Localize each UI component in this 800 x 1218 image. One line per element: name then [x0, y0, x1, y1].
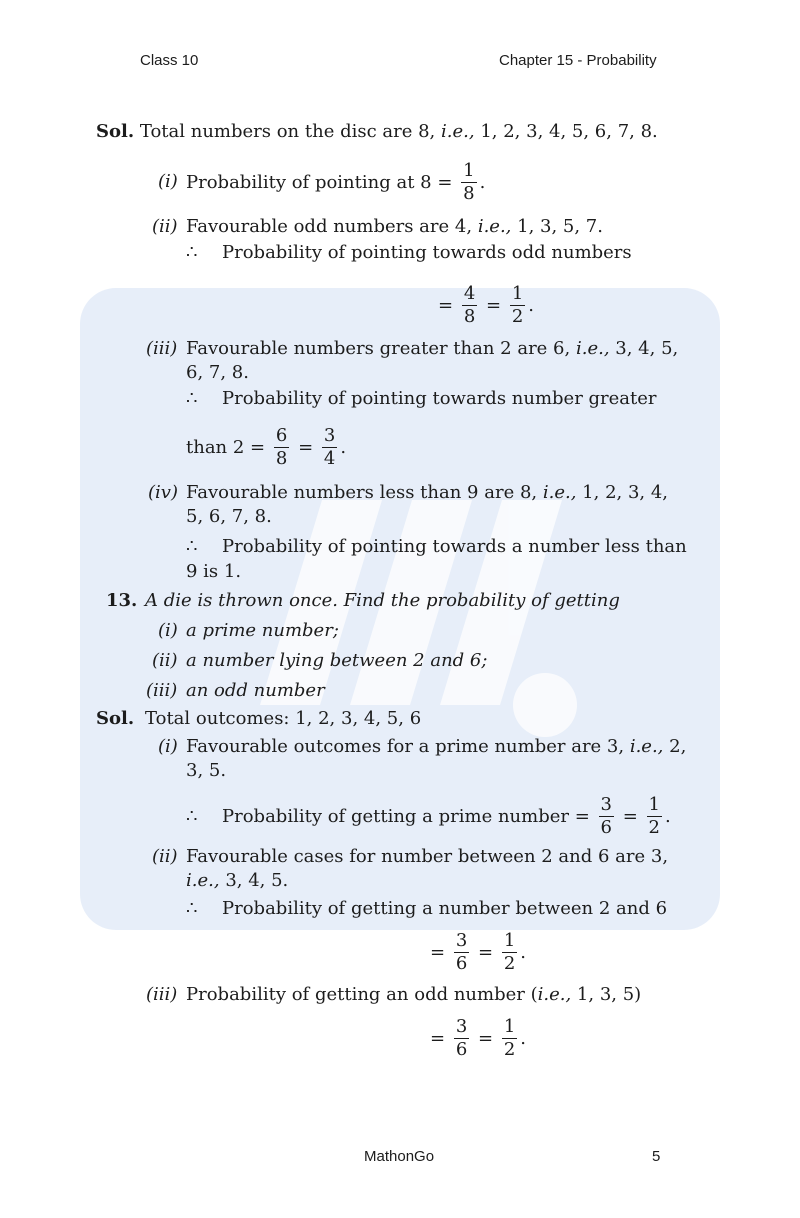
part-iv-prob-2: 9 is 1. — [186, 561, 242, 582]
sol-13-intro: Total outcomes: 1, 2, 3, 4, 5, 6 — [145, 708, 422, 729]
fraction: $\frac{3}{6}$ — [455, 930, 468, 974]
fraction: $\frac{1}{2}$ — [503, 1016, 516, 1060]
footer-brand: MathonGo — [364, 1148, 435, 1165]
page-number: 5 — [652, 1148, 661, 1165]
ie-text: i.e., — [441, 121, 475, 142]
option-iii-text: an odd number — [186, 680, 325, 701]
fraction: $\frac{1}{8}$ — [463, 160, 475, 204]
sol-13-iii-equation: = $\frac{3}{6}$ = $\frac{1}{2}$ . — [430, 1016, 527, 1060]
fraction: $\frac{1}{2}$ — [511, 283, 524, 327]
part-ii-label: (ii) — [152, 846, 178, 867]
part-i-label: (i) — [158, 171, 178, 192]
part-iv-text-c: 5, 6, 7, 8. — [186, 506, 272, 527]
option-i-text: a prime number; — [186, 620, 339, 641]
part-ii-equation: = $\frac{4}{8}$ = $\frac{1}{2}$ . — [438, 283, 535, 327]
therefore-symbol: ∴ — [186, 242, 198, 263]
therefore-symbol: ∴ — [186, 536, 198, 557]
fraction: $\frac{3}{4}$ — [323, 425, 336, 469]
option-i-label: (i) — [158, 620, 178, 641]
fraction: $\frac{6}{8}$ — [275, 425, 288, 469]
sol-13-i-text: Favourable outcomes for a prime number are 3, i.e., 2, — [186, 736, 687, 757]
therefore-symbol: ∴ — [186, 806, 198, 827]
header-class: Class 10 — [140, 52, 199, 69]
sol-12-intro — [96, 121, 658, 143]
sol-13-ii-equation: = $\frac{3}{6}$ = $\frac{1}{2}$ . — [430, 930, 527, 974]
part-ii-label: (ii) — [152, 216, 178, 237]
option-iii-label: (iii) — [146, 680, 178, 701]
question-number: 13. — [106, 590, 138, 611]
part-iii-text-c: 6, 7, 8. — [186, 362, 249, 383]
sol-13-i-equation: Probability of getting a prime number = $\frac{3}{6}$ = $\frac{1}{2}$ . — [222, 794, 671, 838]
part-iii-label: (iii) — [146, 984, 178, 1005]
part-i-line: Probability of pointing at 8 = $\frac{1}{8}$ . — [186, 160, 486, 204]
part-iv-text: Favourable numbers less than 9 are 8, i.e., 1, 2, 3, 4, — [186, 482, 669, 503]
part-iv-prob: Probability of pointing towards a number less than — [222, 536, 687, 557]
sol-label: Sol. — [96, 121, 135, 142]
fraction: $\frac{1}{2}$ — [648, 794, 660, 838]
sol-12-intro-b: 1, 2, 3, 4, 5, 6, 7, 8. — [480, 121, 658, 142]
question-text: A die is thrown once. Find the probability of getting — [145, 590, 620, 611]
part-i-text: Probability of pointing at 8 = — [186, 172, 453, 193]
part-i-label: (i) — [158, 736, 178, 757]
sol-13-ii-text: Favourable cases for number between 2 and 6 are 3, — [186, 846, 669, 867]
part-iii-equation: than 2 = $\frac{6}{8}$ = $\frac{3}{4}$ . — [186, 425, 347, 469]
sol-13-ii-text-b: i.e., 3, 4, 5. — [186, 870, 289, 891]
sol-13-i-text-c: 3, 5. — [186, 760, 227, 781]
fraction: $\frac{1}{2}$ — [503, 930, 516, 974]
fraction: $\frac{4}{8}$ — [463, 283, 476, 327]
part-iv-label: (iv) — [148, 482, 178, 503]
fraction: $\frac{3}{6}$ — [455, 1016, 468, 1060]
sol-12-intro-a: Total numbers on the disc are 8, — [139, 121, 436, 142]
part-iii-text: Favourable numbers greater than 2 are 6, i.e., 3, 4, 5, — [186, 338, 679, 359]
option-ii-text: a number lying between 2 and 6; — [186, 650, 488, 671]
therefore-symbol: ∴ — [186, 898, 198, 919]
therefore-symbol: ∴ — [186, 388, 198, 409]
sol-13-iii-text: Probability of getting an odd number (i.e., 1, 3, 5) — [186, 984, 642, 1005]
sol-label: Sol. — [96, 708, 135, 729]
fraction: $\frac{3}{6}$ — [600, 794, 612, 838]
part-iii-prob: Probability of pointing towards number greater — [222, 388, 657, 409]
sol-13-ii-prob: Probability of getting a number between 2 and 6 — [222, 898, 668, 919]
part-iii-label: (iii) — [146, 338, 178, 359]
part-ii-text: Favourable odd numbers are 4, i.e., 1, 3, 5, 7. — [186, 216, 603, 237]
part-ii-prob: Probability of pointing towards odd numbers — [222, 242, 632, 263]
header-chapter: Chapter 15 - Probability — [499, 52, 657, 69]
option-ii-label: (ii) — [152, 650, 178, 671]
